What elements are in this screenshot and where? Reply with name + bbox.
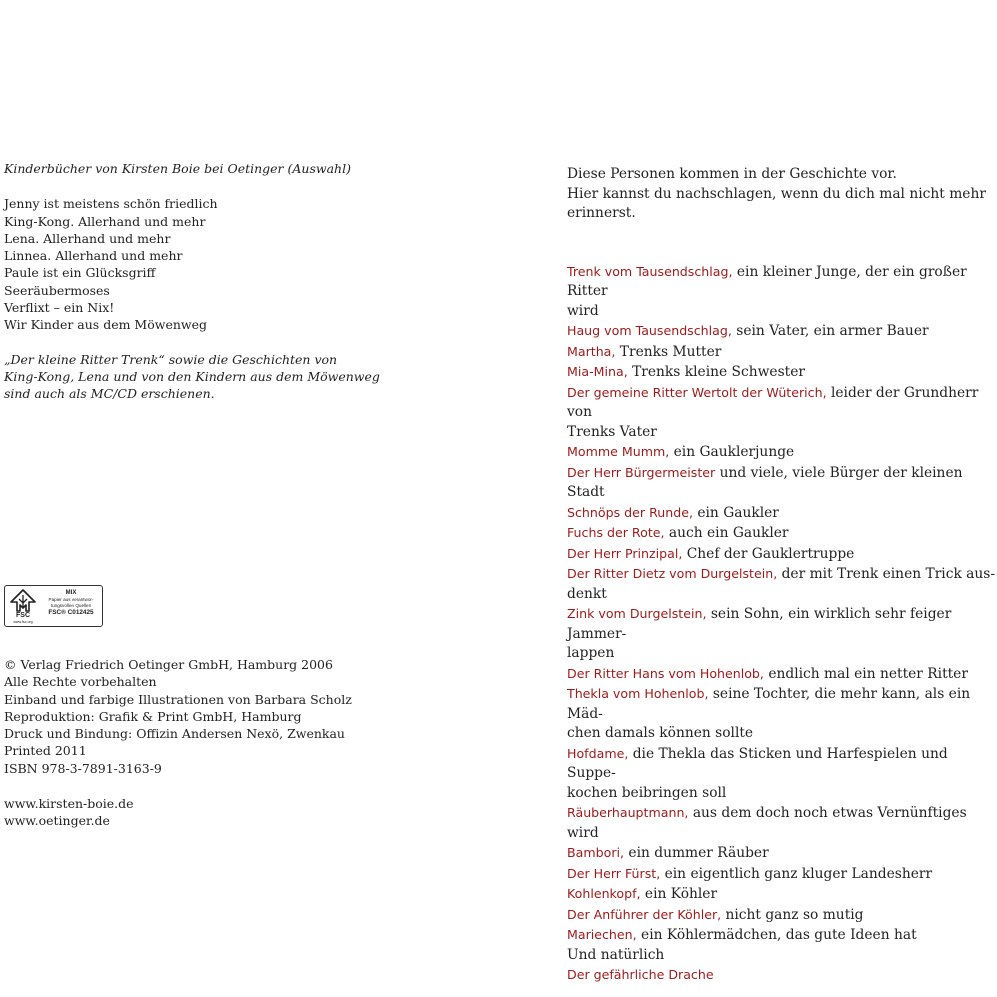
character-description-continued: lappen xyxy=(567,645,615,661)
character-name: Bambori, xyxy=(567,845,625,860)
character-line xyxy=(567,564,997,585)
character-entry xyxy=(567,564,997,604)
book-title: Jenny ist meistens schön friedlich xyxy=(4,196,218,212)
character-description: sein Vater, ein armer Bauer xyxy=(731,323,929,339)
book-title: Paule ist ein Glücksgriff xyxy=(4,265,156,281)
imprint-line: Printed 2011 xyxy=(4,743,87,759)
character-name: Trenk vom Tausendschlag, xyxy=(567,263,733,279)
book-title: Linnea. Allerhand und mehr xyxy=(4,248,183,264)
character-entry xyxy=(567,383,997,443)
intro-line: Hier kannst du nachschlagen, wenn du dich mal nicht mehr xyxy=(567,185,986,202)
character-name: Der gefährliche Drache xyxy=(567,967,714,982)
character-name: Der Herr Prinzipal, xyxy=(567,545,683,561)
character-line xyxy=(567,905,997,926)
character-line xyxy=(567,321,997,342)
character-description: Chef der Gauklertruppe xyxy=(682,545,855,562)
character-line xyxy=(567,684,997,724)
character-line xyxy=(567,664,997,685)
character-line xyxy=(567,544,997,565)
character-entry xyxy=(567,362,997,383)
character-name: Thekla vom Hohenlob, xyxy=(567,686,709,701)
character-name: Martha, xyxy=(567,343,616,359)
character-description: ein Gauklerjunge xyxy=(669,444,795,460)
fsc-tree-icon xyxy=(8,589,38,613)
audio-note-line: sind auch als MC/CD erschienen. xyxy=(4,386,215,402)
book-list-section xyxy=(4,160,424,403)
fsc-paper-line: tungsvollen Quellen xyxy=(50,602,92,608)
character-line xyxy=(567,965,997,986)
character-name: Der Ritter Hans vom Hohenlob, xyxy=(567,665,764,681)
character-entry xyxy=(567,884,997,905)
character-entry xyxy=(567,321,997,342)
character-entry xyxy=(567,965,997,986)
character-entry xyxy=(567,744,997,804)
character-description-continued: wird xyxy=(567,302,599,319)
character-line xyxy=(567,442,997,463)
imprint-line: Einband und farbige Illustrationen von Barbara Scholz xyxy=(4,691,352,707)
character-description-continued: chen damals können sollte xyxy=(567,725,754,741)
character-description: leider der Grundherr von xyxy=(567,384,979,420)
character-description: der mit Trenk einen Trick aus- xyxy=(777,566,996,582)
fsc-code: FSC® C012425 xyxy=(48,609,94,617)
character-entry xyxy=(567,262,997,322)
intro-text xyxy=(567,165,997,224)
character-entry xyxy=(567,905,997,926)
fsc-mix: MIX xyxy=(65,590,77,596)
intro-line: Diese Personen kommen in der Geschichte vor. xyxy=(567,166,897,182)
book-list-heading: Kinderbücher von Kirsten Boie bei Oetinger (Auswahl) xyxy=(4,161,351,176)
character-entry xyxy=(567,442,997,463)
character-entry xyxy=(567,544,997,565)
character-line xyxy=(567,604,997,644)
imprint-line: Druck und Bindung: Offizin Andersen Nexö, Zwenkau xyxy=(4,726,345,742)
character-entry xyxy=(567,664,997,685)
character-name: Der Ritter Dietz vom Durgelstein, xyxy=(567,566,778,581)
character-entry xyxy=(567,843,997,864)
character-entry xyxy=(567,604,997,664)
character-line xyxy=(567,803,997,843)
character-entry xyxy=(567,925,997,946)
character-entry xyxy=(567,463,997,503)
character-description: Und natürlich xyxy=(567,946,665,963)
imprint-line: © Verlag Friedrich Oetinger GmbH, Hamburg 2006 xyxy=(4,657,333,672)
character-description: sein Sohn, ein wirklich sehr feiger Jammer- xyxy=(567,606,952,642)
character-list-section xyxy=(567,165,997,986)
character-entry xyxy=(567,523,997,544)
character-description: ein eigentlich ganz kluger Landesherr xyxy=(660,865,933,882)
fsc-url: www.fsc.org xyxy=(13,620,33,624)
character-line xyxy=(567,884,997,905)
character-entry xyxy=(567,946,997,966)
character-description: aus dem doch noch etwas Vernünftiges wird xyxy=(567,805,967,841)
character-name: Hofdame, xyxy=(567,745,629,761)
website-link[interactable]: www.kirsten-boie.de xyxy=(4,796,134,812)
character-name: Schnöps der Runde, xyxy=(567,504,693,520)
character-line xyxy=(567,864,997,885)
character-line xyxy=(567,523,997,544)
character-description: ein Köhler xyxy=(640,886,718,902)
character-name: Der Herr Bürgermeister xyxy=(567,464,716,480)
character-name: Mariechen, xyxy=(567,927,637,942)
character-description: Trenks Mutter xyxy=(615,343,722,360)
fsc-logo xyxy=(4,585,103,627)
character-entry xyxy=(567,803,997,843)
character-description: seine Tochter, die mehr kann, als ein Mäd- xyxy=(567,686,971,722)
book-title: Verflixt – ein Nix! xyxy=(4,300,115,316)
book-list xyxy=(4,195,424,333)
character-entry xyxy=(567,864,997,885)
character-entry xyxy=(567,503,997,524)
character-line xyxy=(567,946,997,966)
book-title: King-Kong. Allerhand und mehr xyxy=(4,213,206,229)
book-title: Lena. Allerhand und mehr xyxy=(4,230,171,246)
character-description: die Thekla das Sticken und Harfespielen und Suppe- xyxy=(567,745,948,781)
fsc-paper-line: Papier aus verantwor- xyxy=(48,597,94,602)
character-line xyxy=(567,843,997,864)
character-name: Der Anführer der Köhler, xyxy=(567,906,722,922)
character-description: Trenks kleine Schwester xyxy=(627,364,805,380)
character-description-continued: kochen beibringen soll xyxy=(567,784,727,801)
character-entry xyxy=(567,684,997,744)
character-name: Der gemeine Ritter Wertolt der Wüterich, xyxy=(567,384,827,400)
character-line xyxy=(567,744,997,784)
character-name: Fuchs der Rote, xyxy=(567,525,665,540)
character-description: ein Gaukler xyxy=(692,504,779,521)
character-description-continued: Trenks Vater xyxy=(567,423,657,440)
fsc-text xyxy=(41,589,101,618)
character-description: ein Köhlermädchen, das gute Ideen hat xyxy=(636,927,917,943)
character-name: Mia-Mina, xyxy=(567,364,628,379)
character-description: endlich mal ein netter Ritter xyxy=(763,665,968,682)
character-line xyxy=(567,342,997,363)
audio-note xyxy=(4,351,424,403)
imprint-line: Reproduktion: Grafik & Print GmbH, Hamburg xyxy=(4,708,302,724)
character-line xyxy=(567,463,997,503)
character-name: Zink vom Durgelstein, xyxy=(567,606,707,621)
imprint-line: ISBN 978-3-7891-3163-9 xyxy=(4,760,162,776)
character-name: Momme Mumm, xyxy=(567,444,670,459)
book-title: Wir Kinder aus dem Möwenweg xyxy=(4,317,207,333)
character-description: nicht ganz so mutig xyxy=(721,906,864,923)
character-line xyxy=(567,362,997,383)
character-line xyxy=(567,925,997,946)
audio-note-line: „Der kleine Ritter Trenk“ sowie die Geschichten von xyxy=(4,351,338,367)
character-description: ein dummer Räuber xyxy=(624,845,769,861)
book-title: Seeräubermoses xyxy=(4,282,110,298)
character-description: und viele, viele Bürger der kleinen Stadt xyxy=(567,464,963,500)
character-description: auch ein Gaukler xyxy=(664,525,789,541)
character-line xyxy=(567,503,997,524)
imprint-section xyxy=(4,656,424,830)
character-list xyxy=(567,262,997,986)
character-name: Räuberhauptmann, xyxy=(567,805,689,820)
character-entry xyxy=(567,342,997,363)
character-name: Kohlenkopf, xyxy=(567,886,641,901)
character-name: Der Herr Fürst, xyxy=(567,865,661,881)
character-line xyxy=(567,262,997,302)
character-description-continued: denkt xyxy=(567,585,607,602)
fsc-label: FSC xyxy=(16,612,30,619)
imprint-line: Alle Rechte vorbehalten xyxy=(4,674,157,690)
character-description: ein kleiner Junge, der ein großer Ritter xyxy=(567,263,967,299)
website-link[interactable]: www.oetinger.de xyxy=(4,813,110,829)
character-line xyxy=(567,383,997,423)
intro-line: erinnerst. xyxy=(567,205,636,221)
character-name: Haug vom Tausendschlag, xyxy=(567,323,732,338)
audio-note-line: King-Kong, Lena und von den Kindern aus dem Möwenweg xyxy=(4,368,380,384)
